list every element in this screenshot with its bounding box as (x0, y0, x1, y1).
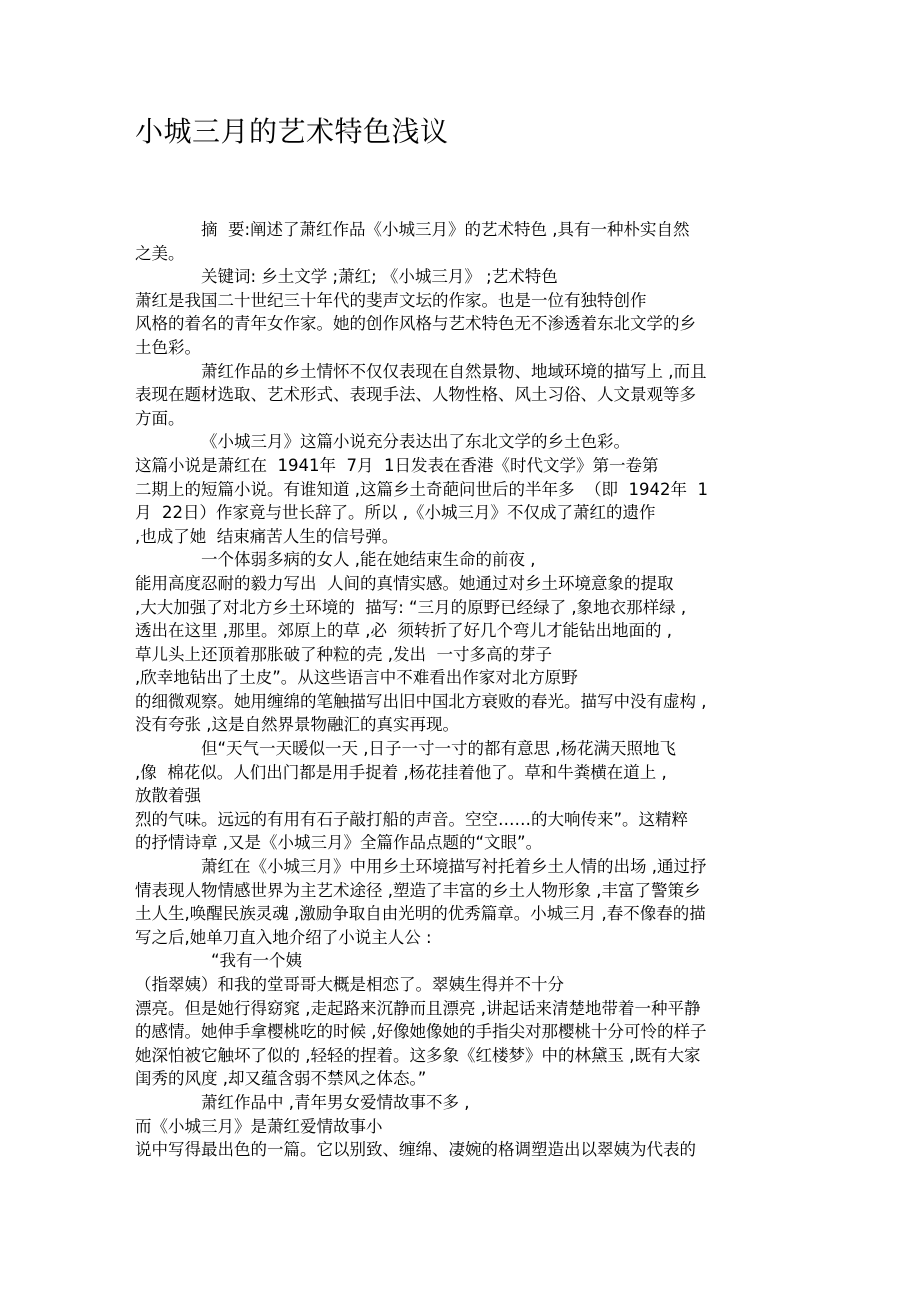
text-line: 放散着强 (135, 786, 201, 806)
text-line: 没有夸张 ,这是自然界景物融汇的真实再现。 (135, 715, 459, 735)
text-line: 土色彩。 (135, 337, 201, 357)
text-line: 萧红作品的乡土情怀不仅仅表现在自然景物、地域环境的描写上 ,而且 (201, 361, 707, 381)
text-line: ,欣幸地钻出了土皮”。从这些语言中不难看出作家对北方原野 (135, 668, 578, 688)
text-line: 草儿头上还顶着那胀破了种粒的壳 ,发出 一寸多高的芽子 (135, 644, 552, 664)
text-line: 风格的着名的青年女作家。她的创作风格与艺术特色无不渗透着东北文学的乡 (135, 314, 696, 334)
text-line: ,像 棉花似。人们出门都是用手捉着 ,杨花挂着他了。草和牛粪横在道上 , (135, 762, 667, 782)
text-line: 土人生,唤醒民族灵魂 ,激励争取自由光明的优秀篇章。小城三月 ,春不像春的描 (135, 904, 706, 924)
text-line: 的细微观察。她用缠绵的笔触描写出旧中国北方衰败的春光。描写中没有虚构 , (135, 691, 707, 711)
text-line: 萧红是我国二十世纪三十年代的斐声文坛的作家。也是一位有独特创作 (135, 290, 647, 310)
text-line: 二期上的短篇小说。有谁知道 ,这篇乡土奇葩问世后的半年多 （即 1942年 1 (135, 479, 708, 499)
text-line: 能用高度忍耐的毅力写出 人间的真情实感。她通过对乡土环境意象的提取 (135, 573, 674, 593)
text-line: 烈的气味。远远的有用有石子敲打船的声音。空空……的大响传来”。这精粹 (135, 809, 689, 829)
text-line: 一个体弱多病的女人 ,能在她结束生命的前夜 , (201, 550, 536, 570)
text-line: （指翠姨）和我的堂哥哥大概是相恋了。翠姨生得并不十分 (135, 975, 564, 994)
document-title: 小城三月的艺术特色浅议 (135, 115, 449, 148)
text-line: 而《小城三月》是萧红爱情故事小 (135, 1116, 383, 1136)
document-body (135, 218, 785, 1162)
text-line: 写之后,她单刀直入地介绍了小说主人公 : (135, 927, 432, 947)
text-line: 透出在这里 ,那里。郊原上的草 ,必 须转折了好几个弯儿才能钻出地面的 , (135, 621, 672, 641)
text-line: 闺秀的风度 ,却又蕴含弱不禁风之体态。” (135, 1069, 427, 1089)
text-line: ,大大加强了对北方乡土环境的 描写: “三月的原野已经绿了 ,象地衣那样绿 , (135, 597, 687, 617)
text-line: 她深怕被它触坏了似的 ,轻轻的捏着。这多象《红楼梦》中的林黛玉 ,既有大家 (135, 1045, 701, 1065)
keywords-line: 关键词: 乡土文学 ;萧红; 《小城三月》 ;艺术特色 (201, 267, 558, 287)
text-line: 萧红在《小城三月》中用乡土环境描写衬托着乡土人情的出场 ,通过抒 (201, 857, 707, 877)
text-line: 表现在题材选取、艺术形式、表现手法、人物性格、风土习俗、人文景观等多 (135, 385, 696, 405)
text-line: 《小城三月》这篇小说充分表达出了东北文学的乡土色彩。 (201, 432, 630, 452)
text-line: 的感情。她伸手拿樱桃吃的时候 ,好像她像她的手指尖对那樱桃十分可怜的样子 (135, 1022, 707, 1042)
text-line: ,也成了她 结束痛苦人生的信号弹。 (135, 526, 399, 546)
text-line: 情表现人物情感世界为主艺术途径 ,塑造了丰富的乡土人物形象 ,丰富了警策乡 (135, 880, 701, 900)
text-line: 萧红作品中 ,青年男女爱情故事不多 , (201, 1092, 470, 1112)
text-line: 之美。 (135, 243, 185, 263)
quote-line: “我有一个姨 (211, 951, 303, 971)
text-line: 的抒情诗章 ,又是《小城三月》全篇作品点题的“文眼”。 (135, 833, 543, 853)
text-line: 漂亮。但是她行得窈窕 ,走起路来沉静而且漂亮 ,讲起话来清楚地带着一种平静 (135, 998, 701, 1018)
text-line: 但“天气一天暖似一天 ,日子一寸一寸的都有意思 ,杨花满天照地飞 (201, 739, 677, 759)
text-line: 方面。 (135, 408, 185, 428)
text-line: 这篇小说是萧红在 1941年 7月 1日发表在香港《时代文学》第一卷第 (135, 455, 659, 475)
text-line: 月 22日）作家竟与世长辞了。所以 ,《小城三月》不仅成了萧红的遗作 (135, 503, 656, 523)
abstract-line: 摘 要:阐述了萧红作品《小城三月》的艺术特色 ,具有一种朴实自然 (201, 220, 690, 239)
text-line: 说中写得最出色的一篇。它以别致、缠绵、凄婉的格调塑造出以翠姨为代表的 (135, 1140, 696, 1160)
